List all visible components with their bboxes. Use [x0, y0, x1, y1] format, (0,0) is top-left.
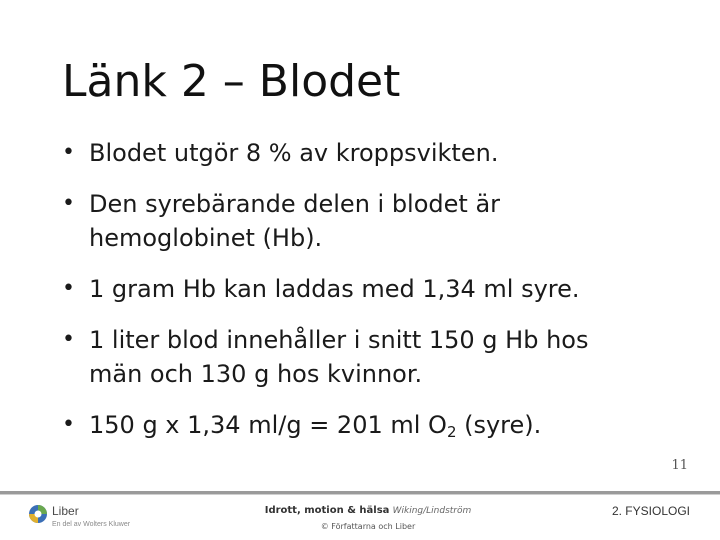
bullet-item [62, 187, 702, 255]
slide-title: Länk 2 – Blodet [62, 56, 401, 107]
bullet-dot-icon: • [62, 276, 75, 301]
logo-subtext: En del av Wolters Kluwer [52, 521, 131, 528]
bullet-dot-icon: • [62, 191, 75, 216]
bullet-item-formula [62, 408, 702, 442]
page-number: 11 [671, 458, 688, 473]
formula-main: 150 g x 1,34 ml/g = 201 ml O [89, 411, 447, 439]
footer-credits [238, 505, 498, 531]
bullet-text: 1 gram Hb kan laddas med 1,34 ml syre. [89, 275, 580, 303]
bullet-text: Den syrebärande delen i blodet är [89, 190, 501, 218]
bullet-item [62, 272, 702, 306]
bullet-dot-icon: • [62, 327, 75, 352]
formula-text [89, 408, 702, 442]
bullet-text: 1 liter blod innehåller i snitt 150 g Hb hos [89, 326, 589, 354]
book-title: Idrott, motion & hälsa [264, 505, 390, 516]
footer-divider [0, 491, 720, 495]
bullet-list [62, 136, 702, 459]
chapter-label: 2. FYSIOLOGI [611, 504, 690, 518]
publisher-logo [28, 502, 178, 534]
formula-subscript: 2 [446, 423, 457, 441]
bullet-text: hemoglobinet (Hb). [89, 224, 323, 252]
formula-tail: (syre). [456, 411, 542, 439]
bullet-text: män och 130 g hos kvinnor. [89, 360, 423, 388]
book-authors: Wiking/Lindström [392, 506, 472, 516]
bullet-item [62, 136, 702, 170]
bullet-dot-icon: • [62, 140, 75, 165]
bullet-item [62, 323, 702, 391]
bullet-text: Blodet utgör 8 % av kroppsvikten. [89, 139, 499, 167]
copyright-text: © Författarna och Liber [320, 522, 416, 531]
liber-logo-icon [28, 504, 48, 524]
bullet-dot-icon: • [62, 412, 75, 437]
logo-text: Liber [52, 504, 79, 518]
